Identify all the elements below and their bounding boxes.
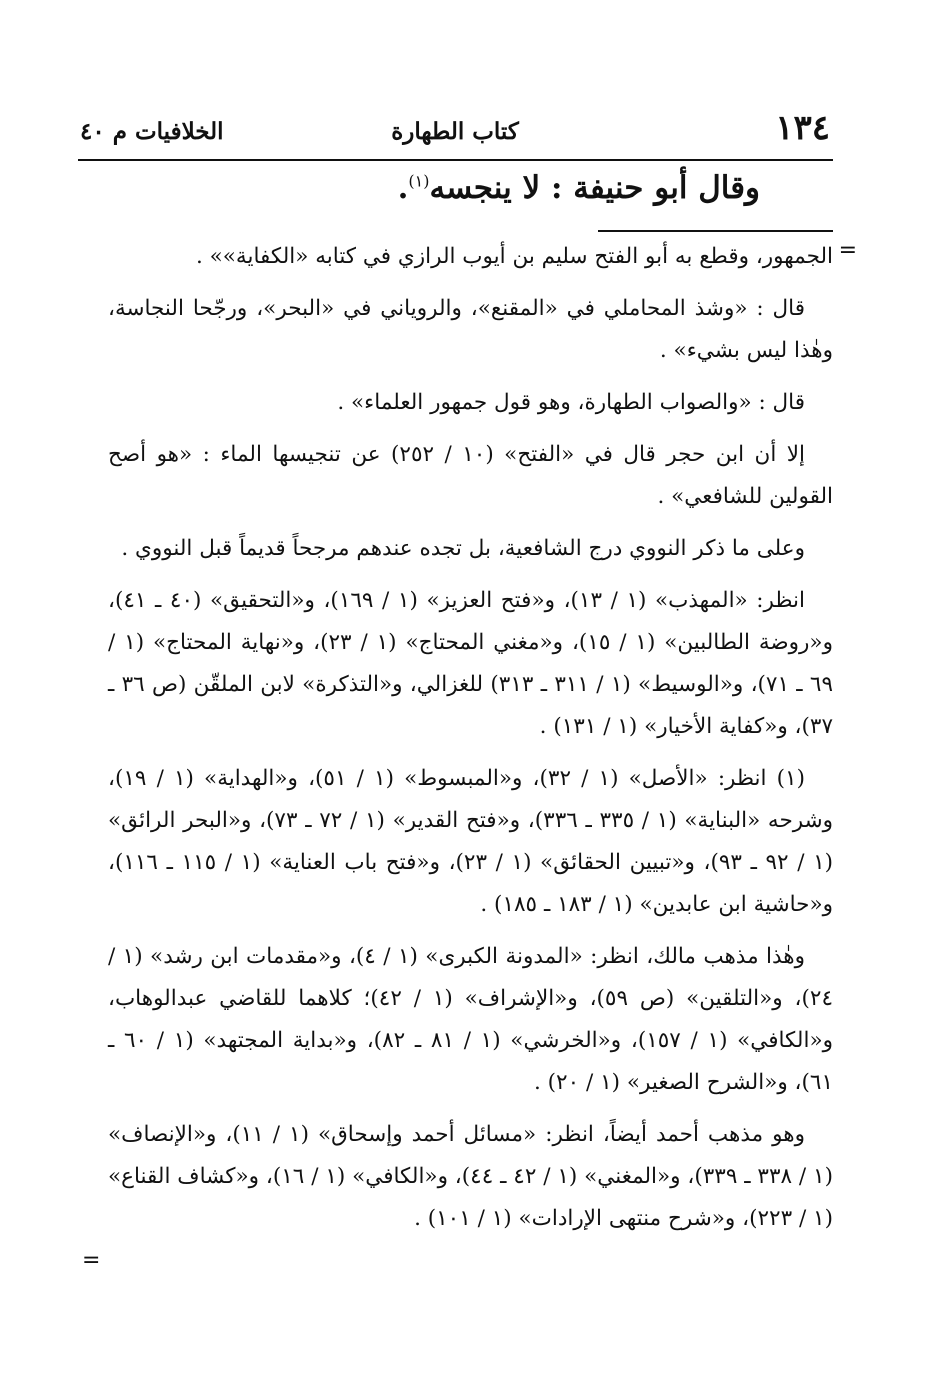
continuation-mark: = — [838, 238, 857, 263]
footnote-paragraph: قال : «والصواب الطهارة، وهو قول جمهور العلماء» . — [337, 390, 805, 415]
main-text — [398, 170, 760, 206]
footnote-separator — [598, 230, 833, 232]
footnote-paragraph: الجمهور، وقطع به أبو الفتح سليم بن أيوب الرازي في كتابه «الكفاية»» . — [195, 244, 833, 269]
main-text-end: . — [397, 170, 409, 206]
footnote-paragraph: (١) انظر: «الأصل» (١ / ٣٢)، و«المبسوط» (١ / ٥١)، و«الهداية» (١ / ١٩)، وشرحه «البناية» (١ / ٣٣٥ ـ ٣٣٦)، و«فتح القدير» (١ / ٧٢ ـ ٧٣)، و«البحر الرائق» (١ / ٩٢ ـ ٩٣)، و«تبيين الحقائق» (١ / ٢٣)، و«فتح باب العناية» (١ / ١١٥ ـ ١١٦)، و«حاشية ابن عابدين» (١ / ١٨٣ ـ ١٨٥) . — [108, 766, 834, 917]
footnote-paragraph: إلا أن ابن حجر قال في «الفتح» (١٠ / ٢٥٢) عن تنجيسها الماء : «هو أصح القولين للشافعي» . — [108, 442, 833, 509]
footnote-paragraph: وعلى ما ذكر النووي درج الشافعية، بل تجده عندهم مرجحاً قديماً قبل النووي . — [121, 536, 805, 561]
chapter-title: كتاب الطهارة — [391, 118, 519, 145]
footnote-paragraph: وهو مذهب أحمد أيضاً، انظر: «مسائل أحمد وإسحاق» (١ / ١١)، و«الإنصاف» (١ / ٣٣٨ ـ ٣٣٩)، و«المغني» (١ / ٤٢ ـ ٤٤)، و«الكافي» (١ / ١٦)، و«كشاف القناع» (١ / ٢٢٣)، و«شرح منتهى الإرادات» (١ / ١٠١) . — [108, 1122, 833, 1231]
page-number: ١٣٤ — [775, 108, 830, 148]
running-title: الخلافيات م ٤٠ — [80, 118, 224, 145]
main-text-line: وقال أبو حنيفة : لا ينجسه — [429, 170, 760, 206]
continues-mark: = — [82, 1248, 101, 1273]
page-header — [80, 108, 830, 156]
footnote-paragraph: وهٰذا مذهب مالك، انظر: «المدونة الكبرى» (١ / ٤)، و«مقدمات ابن رشد» (١ / ٢٤)، و«التلقين» (ص ٥٩)، و«الإشراف» (١ / ٤٢)؛ كلاهما للقاضي عبدالوهاب، و«الكافي» (١ / ١٥٧)، و«الخرشي» (١ / ٨١ ـ ٨٢)، و«بداية المجتهد» (١ / ٦٠ ـ ٦١)، و«الشرح الصغير» (١ / ٢٠) . — [108, 944, 833, 1095]
footnote-reference: (١) — [408, 171, 430, 191]
footnotes-block — [108, 236, 833, 1250]
header-rule — [78, 159, 833, 161]
footnote-paragraph: قال : «وشذ المحاملي في «المقنع»، والروياني في «البحر»، ورجّحا النجاسة، وهٰذا ليس بشيء» . — [108, 296, 833, 363]
footnote-paragraph: انظر: «المهذب» (١ / ١٣)، و«فتح العزيز» (١ / ١٦٩)، و«التحقيق» (٤٠ ـ ٤١)، و«روضة الطالبين» (١ / ١٥)، و«مغني المحتاج» (١ / ٢٣)، و«نهاية المحتاج» (١ / ٦٩ ـ ٧١)، و«الوسيط» (١ / ٣١١ ـ ٣١٣) للغزالي، و«التذكرة» لابن الملقّن (ص ٣٦ ـ ٣٧)، و«كفاية الأخيار» (١ / ١٣١) . — [108, 588, 834, 739]
